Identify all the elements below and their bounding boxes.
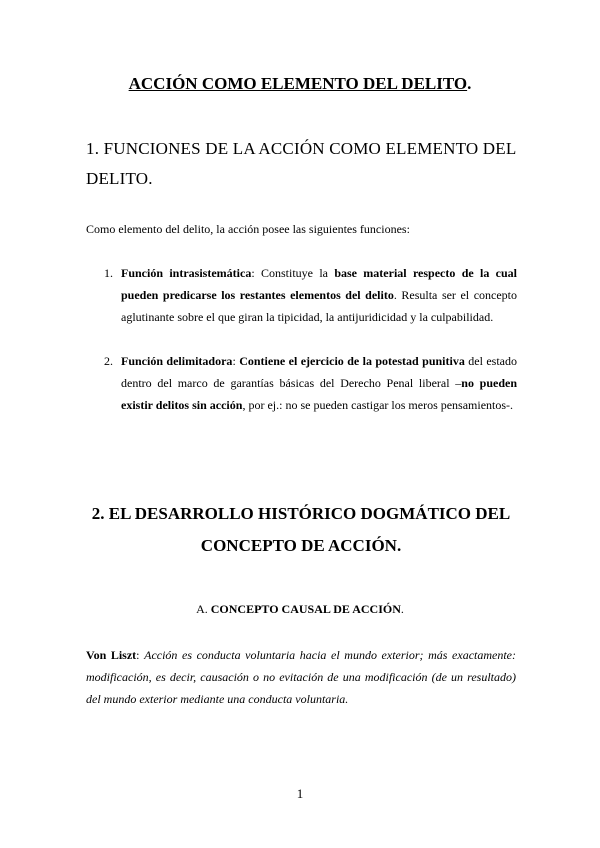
item-emphasis: base material respecto de la cual pueden predicarse los restantes elementos del delito <box>121 266 518 302</box>
list-item <box>121 350 517 416</box>
section2-heading-line: CONCEPTO DE ACCIÓN. <box>200 536 402 555</box>
item-text: : Constituye la <box>251 266 335 280</box>
section2-heading-line: 2. EL DESARROLLO HISTÓRICO DOGMÁTICO DEL <box>91 504 511 523</box>
item-emphasis: no pueden existir delitos sin acción <box>121 376 517 412</box>
subsection-title: CONCEPTO CAUSAL DE ACCIÓN <box>210 602 401 616</box>
subsection-heading <box>0 600 600 618</box>
list-item-number: 2. <box>104 354 113 368</box>
list-item-number: 1. <box>104 266 113 280</box>
document-title <box>0 72 600 96</box>
section1-heading: 1. FUNCIONES DE LA ACCIÓN COMO ELEMENTO DEL DELITO. <box>86 139 516 188</box>
quote-separator: : <box>136 648 145 662</box>
item-text: del estado dentro del marco de garantías básicas del Derecho Penal liberal – <box>121 354 517 390</box>
definition-quote <box>86 644 516 710</box>
section1-intro: Como elemento del delito, la acción posee las siguientes funciones: <box>86 222 410 236</box>
document-title-suffix: . <box>467 74 472 93</box>
item-emphasis: Contiene el ejercicio de la potestad punitiva <box>239 354 465 368</box>
item-text: . Resulta ser el concepto aglutinante sobre el que giran la tipicidad, la antijuridicidad y la culpabilidad. <box>121 288 518 324</box>
section2-heading <box>86 498 516 562</box>
subsection-suffix: . <box>400 602 404 616</box>
quote-text: Acción es conducta voluntaria hacia el mundo exterior; más exactamente: modificación, es decir, causación o no evitación de una modificación (de un resultado) del mundo exterior mediante una conducta voluntaria. <box>86 648 517 706</box>
item-text: : <box>232 354 240 368</box>
page-number: 1 <box>296 786 304 801</box>
list-item <box>121 262 517 328</box>
function-term: Función delimitadora <box>121 354 233 368</box>
subsection-letter: A. <box>196 602 211 616</box>
document-title-text: ACCIÓN COMO ELEMENTO DEL DELITO <box>128 74 468 93</box>
item-text: , por ej.: no se pueden castigar los meros pensamientos-. <box>242 398 514 412</box>
function-term: Función intrasistemática <box>121 266 252 280</box>
quote-author: Von Liszt <box>86 648 137 662</box>
